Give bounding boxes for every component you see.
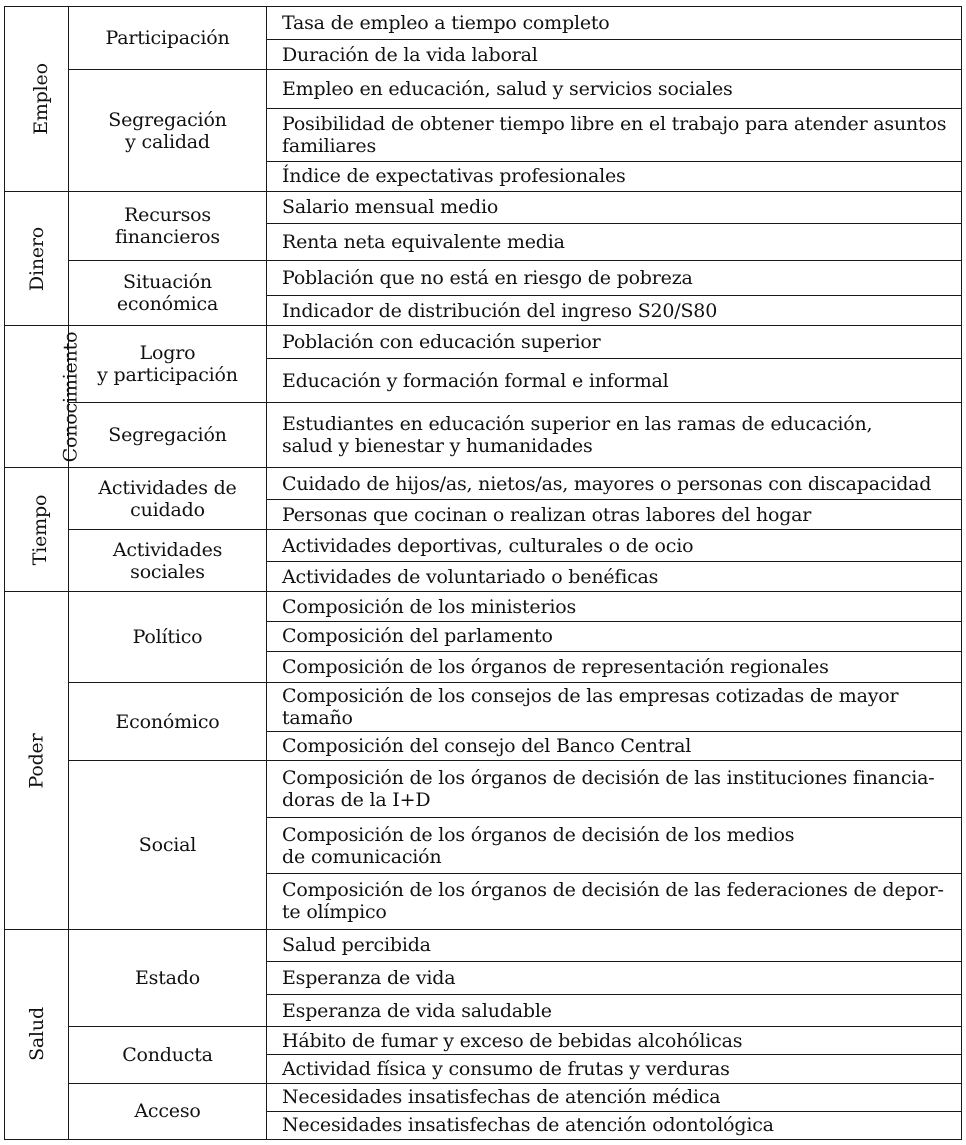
indicator-cell: Personas que cocinan o realizan otras labores del hogar (267, 500, 962, 530)
indicator-cell: Cuidado de hijos/as, nietos/as, mayores o personas con discapacidad (267, 467, 962, 499)
subdomain-cell: Social (69, 761, 267, 930)
table-row (5, 261, 962, 296)
indicator-cell: Necesidades insatisfechas de atención odontológica (267, 1111, 962, 1139)
table-row (5, 682, 962, 731)
indicator-cell: Población con educación superior (267, 326, 962, 359)
indicator-cell: Tasa de empleo a tiempo completo (267, 7, 962, 40)
subdomain-cell: Acceso (69, 1083, 267, 1139)
subdomain-cell: Segregación y calidad (69, 70, 267, 192)
domain-label: Dinero (26, 226, 49, 291)
indicator-cell: Renta neta equivalente media (267, 223, 962, 260)
indicator-cell: Composición del consejo del Banco Central (267, 732, 962, 761)
domain-label: Salud (25, 1007, 48, 1062)
domain-cell (5, 7, 69, 192)
table-row (5, 592, 962, 621)
indicators-table-body (5, 7, 962, 1140)
indicator-cell: Población que no está en riesgo de pobreza (267, 261, 962, 296)
domain-label: Conocimiento (59, 331, 82, 462)
indicator-cell: Actividad física y consumo de frutas y verduras (267, 1055, 962, 1083)
subdomain-cell: Actividades de cuidado (69, 467, 267, 529)
indicator-cell: Educación y formación formal e informal (267, 359, 962, 402)
subdomain-cell: Segregación (69, 402, 267, 467)
domain-cell (5, 326, 82, 468)
indicator-cell: Salud percibida (267, 929, 962, 961)
subdomain-cell: Actividades sociales (69, 530, 267, 592)
indicator-cell: Actividades de voluntariado o benéficas (267, 562, 962, 592)
indicator-cell: Composición de los órganos de decisión de las federaciones de depor- te olímpico (267, 873, 962, 929)
indicator-cell: Esperanza de vida saludable (267, 995, 962, 1027)
table-row (5, 402, 962, 467)
subdomain-cell: Estado (69, 929, 267, 1026)
domain-cell (5, 929, 69, 1139)
indicator-cell: Composición de los consejos de las empresas cotizadas de mayor tamaño (267, 682, 962, 731)
table-row (5, 467, 962, 499)
table-row (5, 1083, 962, 1111)
indicator-cell: Hábito de fumar y exceso de bebidas alcohólicas (267, 1027, 962, 1055)
indicator-cell: Composición de los órganos de decisión de las instituciones financia- doras de la I+D (267, 761, 962, 818)
subdomain-cell: Político (69, 592, 267, 682)
indicators-table (4, 6, 962, 1140)
table-row (5, 761, 962, 818)
indicator-cell: Indicador de distribución del ingreso S20/S80 (267, 296, 962, 326)
indicator-cell: Composición de los órganos de decisión de los medios de comunicación (267, 818, 962, 873)
indicator-cell: Actividades deportivas, culturales o de ocio (267, 530, 962, 562)
table-row (5, 326, 962, 359)
table-row (5, 7, 962, 40)
table-row (5, 70, 962, 109)
indicator-cell: Salario mensual medio (267, 191, 962, 223)
indicator-cell: Necesidades insatisfechas de atención médica (267, 1083, 962, 1111)
indicator-cell: Posibilidad de obtener tiempo libre en el trabajo para atender asuntos familiares (267, 109, 962, 161)
domain-label: Empleo (29, 63, 52, 135)
subdomain-cell: Situación económica (69, 261, 267, 326)
indicator-cell: Esperanza de vida (267, 962, 962, 995)
table-row (5, 530, 962, 562)
domain-label: Tiempo (29, 494, 52, 565)
indicator-cell: Duración de la vida laboral (267, 40, 962, 70)
domain-cell (5, 592, 69, 929)
domain-label: Poder (25, 733, 48, 789)
subdomain-cell: Participación (69, 7, 267, 70)
domain-cell (5, 467, 69, 592)
indicator-cell: Composición de los órganos de representación regionales (267, 651, 962, 682)
table-row (5, 191, 962, 223)
table-row (5, 1027, 962, 1055)
subdomain-cell: Conducta (69, 1027, 267, 1083)
subdomain-cell: Económico (69, 682, 267, 760)
indicator-cell: Composición del parlamento (267, 621, 962, 651)
indicator-cell: Índice de expectativas profesionales (267, 161, 962, 191)
subdomain-cell: Recursos financieros (69, 191, 267, 260)
indicator-cell: Estudiantes en educación superior en las ramas de educación, salud y bienestar y humanidades (267, 402, 962, 467)
subdomain-cell: Logro y participación (69, 326, 267, 402)
indicator-cell: Empleo en educación, salud y servicios sociales (267, 70, 962, 109)
indicator-cell: Composición de los ministerios (267, 592, 962, 621)
domain-cell (5, 191, 69, 326)
table-row (5, 929, 962, 961)
